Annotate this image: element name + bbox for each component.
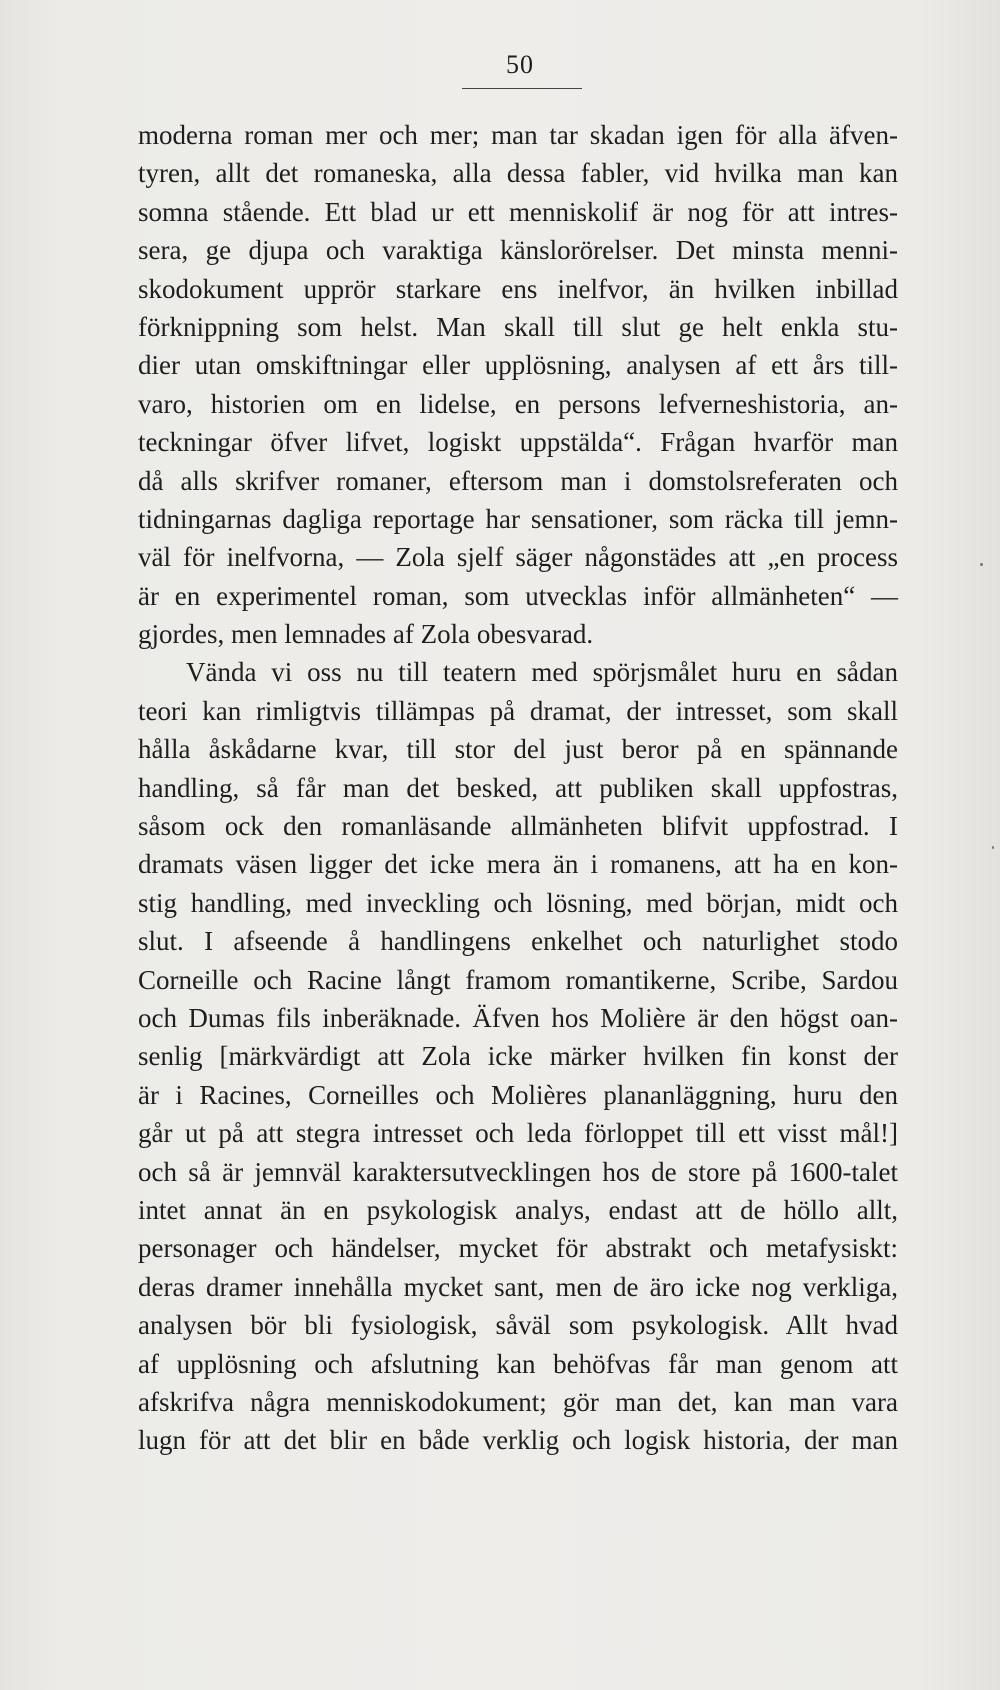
text-line: förknippning som helst. Man skall till slut ge helt enkla stu- bbox=[138, 311, 898, 342]
text-line: afskrifva några menniskodokument; gör man det, kan man vara bbox=[138, 1386, 898, 1417]
text-line: handling, så får man det besked, att publiken skall uppfostras, bbox=[138, 772, 898, 803]
paper-speck bbox=[980, 563, 983, 566]
text-line: skodokument upprör starkare ens inelfvor, än hvilken inbillad bbox=[138, 273, 898, 304]
text-line: deras dramer innehålla mycket sant, men de äro icke nog verkliga, bbox=[138, 1271, 898, 1302]
page-number-rule bbox=[462, 88, 582, 89]
text-line: och Dumas fils inberäknade. Äfven hos Molière är den högst oan- bbox=[138, 1002, 898, 1033]
paper-speck bbox=[992, 846, 994, 849]
page-number: 50 bbox=[506, 50, 534, 79]
text-line: teori kan rimligtvis tillämpas på dramat, der intresset, som skall bbox=[138, 695, 898, 726]
text-line: dier utan omskiftningar eller upplösning, analysen af ett års till- bbox=[138, 350, 898, 381]
text-line: då alls skrifver romaner, eftersom man i domstolsreferaten och bbox=[138, 465, 898, 496]
text-line: tidningarnas dagliga reportage har sensationer, som räcka till jemn- bbox=[138, 503, 898, 534]
text-line: analysen bör bli fysiologisk, såväl som psykologisk. Allt hvad bbox=[138, 1310, 898, 1341]
text-line: stig handling, med inveckling och lösning, med början, midt och bbox=[138, 887, 898, 918]
text-line: är i Racines, Corneilles och Molières plananläggning, huru den bbox=[138, 1079, 898, 1110]
text-line: Corneille och Racine långt framom romantikerne, Scribe, Sardou bbox=[138, 964, 898, 995]
text-line: somna stående. Ett blad ur ett menniskolif är nog för att intres- bbox=[138, 196, 898, 227]
text-line: moderna roman mer och mer; man tar skadan igen för alla äfven- bbox=[138, 120, 898, 150]
text-line: såsom ock den romanläsande allmänheten blifvit uppfostrad. I bbox=[138, 811, 898, 842]
text-line: tyren, allt det romaneska, alla dessa fabler, vid hvilka man kan bbox=[138, 158, 898, 189]
text-line: lugn för att det blir en både verklig och logisk historia, der man bbox=[138, 1425, 898, 1456]
text-line: varo, historien om en lidelse, en persons lefverneshistoria, an- bbox=[138, 388, 898, 419]
text-line: dramats väsen ligger det icke mera än i romanens, att ha en kon- bbox=[138, 849, 898, 880]
text-line: slut. I afseende å handlingens enkelhet och naturlighet stodo bbox=[138, 926, 898, 957]
text-line: sera, ge djupa och varaktiga känslorörelser. Det minsta menni- bbox=[138, 235, 898, 266]
body-text bbox=[138, 118, 898, 1462]
text-line: af upplösning och afslutning kan behöfvas får man genom att bbox=[138, 1348, 898, 1379]
text-line: personager och händelser, mycket för abstrakt och metafysiskt: bbox=[138, 1233, 898, 1264]
text-line: senlig [märkvärdigt att Zola icke märker hvilken fin konst der bbox=[138, 1041, 898, 1072]
paragraph-start-line: Vända vi oss nu till teatern med spörjsmålet huru en sådan bbox=[186, 657, 898, 688]
paragraph-end-line: gjordes, men lemnades af Zola obesvarad. bbox=[138, 619, 594, 650]
text-line: teckningar öfver lifvet, logiskt uppstälda“. Frågan hvarför man bbox=[138, 427, 898, 458]
text-line: går ut på att stegra intresset och leda förloppet till ett visst mål!] bbox=[138, 1118, 898, 1149]
text-line: är en experimentel roman, som utvecklas inför allmänheten“ — bbox=[138, 580, 898, 611]
text-line: och så är jemnväl karaktersutvecklingen hos de store på 1600-talet bbox=[138, 1156, 898, 1187]
text-line: intet annat än en psykologisk analys, endast att de höllo allt, bbox=[138, 1194, 898, 1225]
text-line: hålla åskådarne kvar, till stor del just beror på en spännande bbox=[138, 734, 898, 765]
text-line: väl för inelfvorna, — Zola sjelf säger någonstädes att „en process bbox=[138, 542, 898, 573]
